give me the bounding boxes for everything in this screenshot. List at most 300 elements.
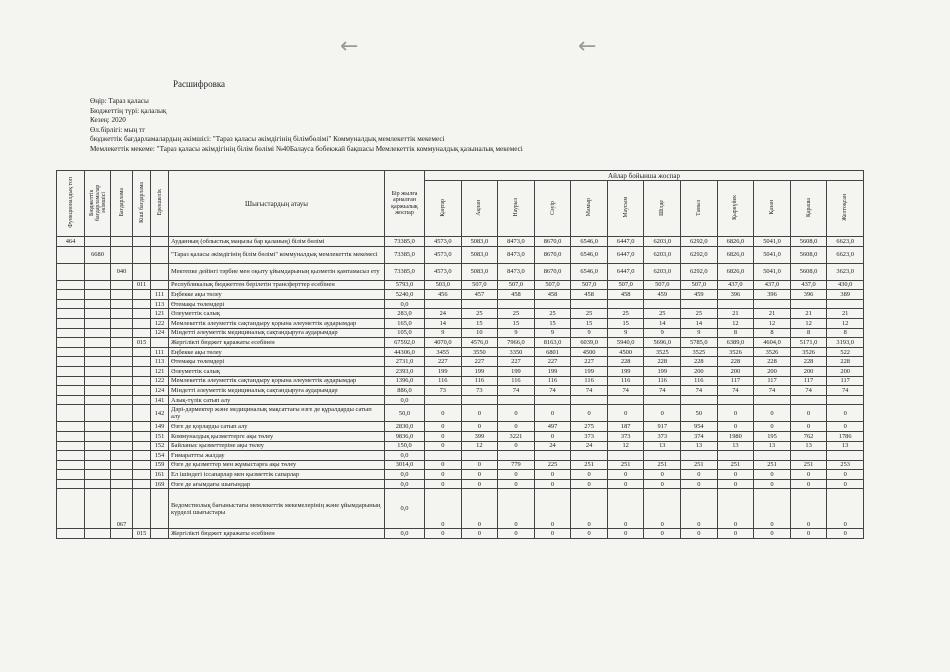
month-value-cell: 9 (571, 328, 608, 338)
code-cell (57, 386, 85, 396)
month-value-cell: 251 (571, 460, 608, 470)
code-cell (133, 246, 151, 263)
code-cell (85, 405, 111, 422)
annual-plan-cell: 2731,0 (385, 357, 425, 367)
month-value-cell (754, 395, 791, 405)
month-value-cell: 25 (498, 309, 535, 319)
table-row (57, 318, 864, 328)
month-value-cell: 24 (571, 441, 608, 451)
header-annual-plan: Бір жылға арналған қаржылық жоспар (385, 171, 425, 237)
month-value-cell: 15 (571, 318, 608, 328)
month-value-cell: 0 (534, 529, 571, 539)
month-value-cell: 10 (461, 328, 498, 338)
code-cell (111, 357, 133, 367)
code-cell (133, 318, 151, 328)
month-value-cell: 12 (790, 318, 827, 328)
month-value-cell: 0 (681, 479, 718, 489)
header-functional-group: Функционалдық топ (57, 171, 85, 237)
month-value-cell: 200 (754, 366, 791, 376)
code-cell (111, 376, 133, 386)
month-value-cell: 74 (607, 386, 644, 396)
month-value-cell: 3526 (754, 347, 791, 357)
month-value-cell: 6039,0 (571, 338, 608, 348)
month-value-cell (607, 299, 644, 309)
month-value-cell: 456 (425, 290, 462, 300)
annual-plan-cell: 5793,0 (385, 280, 425, 290)
code-cell (151, 280, 169, 290)
month-value-cell: 199 (425, 366, 462, 376)
month-value-cell: 0 (681, 489, 718, 529)
month-value-cell: 6546,0 (571, 263, 608, 280)
month-value-cell: 8670,0 (534, 263, 571, 280)
code-cell (57, 290, 85, 300)
month-value-cell: 1980 (717, 431, 754, 441)
code-cell (85, 441, 111, 451)
month-value-cell: 25 (534, 309, 571, 319)
month-value-cell: 0 (425, 460, 462, 470)
month-value-cell: 0 (534, 470, 571, 480)
month-value-cell: 0 (461, 479, 498, 489)
month-value-cell: 0 (681, 470, 718, 480)
month-value-cell: 13 (827, 441, 864, 451)
month-value-cell: 227 (461, 357, 498, 367)
code-cell (85, 470, 111, 480)
code-cell (85, 338, 111, 348)
month-value-cell: 6623,0 (827, 246, 864, 263)
month-value-cell: 0 (681, 529, 718, 539)
month-value-cell: 14 (644, 318, 681, 328)
code-cell (85, 366, 111, 376)
month-value-cell (607, 395, 644, 405)
header-month: Тамыз (681, 181, 718, 237)
month-value-cell: 762 (790, 431, 827, 441)
code-cell (85, 309, 111, 319)
header-month: Шілде (644, 181, 681, 237)
month-value-cell: 12 (827, 318, 864, 328)
table-row (57, 431, 864, 441)
month-value-cell (498, 395, 535, 405)
code-cell (133, 422, 151, 432)
month-value-cell: 116 (461, 376, 498, 386)
month-value-cell: 0 (644, 489, 681, 529)
code-cell: 040 (111, 263, 133, 280)
header-month: Наурыз (498, 181, 535, 237)
meta-budget-type: Бюджеттің түрі: қалалық (90, 106, 167, 115)
month-value-cell: 13 (644, 441, 681, 451)
month-value-cell: 251 (644, 460, 681, 470)
month-value-cell (534, 299, 571, 309)
month-value-cell (498, 299, 535, 309)
month-value-cell: 0 (461, 405, 498, 422)
code-cell (57, 479, 85, 489)
month-value-cell: 0 (754, 405, 791, 422)
month-value-cell: 396 (790, 290, 827, 300)
code-cell (85, 347, 111, 357)
month-value-cell: 0 (717, 422, 754, 432)
month-value-cell: 0 (644, 470, 681, 480)
month-value-cell: 3221 (498, 431, 535, 441)
expense-name-cell: Еңбекке ақы төлеу (169, 290, 385, 300)
month-value-cell (425, 395, 462, 405)
month-value-cell: 3550 (461, 347, 498, 357)
month-value-cell: 373 (644, 431, 681, 441)
code-cell (57, 328, 85, 338)
header-program: Бағдарлама (111, 171, 133, 237)
month-value-cell: 5083,0 (461, 237, 498, 247)
code-cell (85, 290, 111, 300)
header-month: Қаңтар (425, 181, 462, 237)
month-value-cell: 74 (644, 386, 681, 396)
month-value-cell: 8163,0 (534, 338, 571, 348)
month-value-cell: 0 (790, 489, 827, 529)
annual-plan-cell: 50,0 (385, 405, 425, 422)
expense-name-cell: Өзге де ағымдағы шығындар (169, 479, 385, 489)
month-value-cell: 0 (644, 529, 681, 539)
expense-name-cell: Әлеуметтік салық (169, 309, 385, 319)
annual-plan-cell: 44306,0 (385, 347, 425, 357)
month-value-cell: 507,0 (681, 280, 718, 290)
header-month: Желтоқсан (827, 181, 864, 237)
annual-plan-cell: 0,0 (385, 529, 425, 539)
month-value-cell: 522 (827, 347, 864, 357)
month-value-cell: 227 (498, 357, 535, 367)
header-month: Қараша (790, 181, 827, 237)
month-value-cell: 0 (425, 479, 462, 489)
month-value-cell: 4573,0 (425, 263, 462, 280)
table-row (57, 470, 864, 480)
month-value-cell: 4573,0 (425, 237, 462, 247)
month-value-cell: 0 (790, 422, 827, 432)
header-month: Ақпан (461, 181, 498, 237)
table-row (57, 263, 864, 280)
month-value-cell: 199 (461, 366, 498, 376)
month-value-cell: 0 (461, 470, 498, 480)
month-value-cell: 507,0 (534, 280, 571, 290)
month-value-cell: 0 (571, 405, 608, 422)
month-value-cell: 6623,0 (827, 237, 864, 247)
month-value-cell: 0 (790, 470, 827, 480)
month-value-cell: 0 (498, 405, 535, 422)
month-value-cell: 74 (754, 386, 791, 396)
code-cell (57, 338, 85, 348)
code-cell (57, 405, 85, 422)
table-row (57, 309, 864, 319)
code-cell (111, 309, 133, 319)
month-value-cell: 5785,0 (681, 338, 718, 348)
month-value-cell: 5608,0 (790, 263, 827, 280)
code-cell (57, 347, 85, 357)
code-cell (57, 263, 85, 280)
code-cell (85, 460, 111, 470)
code-cell (57, 246, 85, 263)
month-value-cell: 8670,0 (534, 237, 571, 247)
month-value-cell: 227 (571, 357, 608, 367)
month-value-cell (425, 451, 462, 461)
code-cell: 111 (151, 347, 169, 357)
month-value-cell: 0 (754, 479, 791, 489)
code-cell: 464 (57, 237, 85, 247)
code-cell (151, 338, 169, 348)
month-value-cell (754, 299, 791, 309)
code-cell (133, 290, 151, 300)
code-cell: 124 (151, 328, 169, 338)
month-value-cell: 4576,0 (461, 338, 498, 348)
month-value-cell: 200 (790, 366, 827, 376)
code-cell (133, 431, 151, 441)
month-value-cell: 8670,0 (534, 246, 571, 263)
month-value-cell: 437,0 (790, 280, 827, 290)
month-value-cell: 15 (461, 318, 498, 328)
month-value-cell: 253 (827, 460, 864, 470)
code-cell (57, 529, 85, 539)
annual-plan-cell: 886,0 (385, 386, 425, 396)
month-value-cell: 0 (461, 460, 498, 470)
month-value-cell (607, 451, 644, 461)
month-value-cell: 15 (607, 318, 644, 328)
code-cell (111, 290, 133, 300)
month-value-cell: 228 (790, 357, 827, 367)
month-value-cell: 4573,0 (425, 246, 462, 263)
month-value-cell: 0 (461, 422, 498, 432)
code-cell (85, 376, 111, 386)
month-value-cell: 5696,0 (644, 338, 681, 348)
month-value-cell: 458 (498, 290, 535, 300)
code-cell: 121 (151, 366, 169, 376)
code-cell: 124 (151, 386, 169, 396)
month-value-cell (534, 395, 571, 405)
month-value-cell: 228 (644, 357, 681, 367)
scan-artifact-mark: ← (578, 34, 597, 59)
month-value-cell: 6826,0 (717, 263, 754, 280)
meta-institution: Мемлекеттік мекеме: "Тараз қаласы әкімдігінің білім бөлімі №40Балауса бобекжай бақшасы Мемлекеттік коммуналдық қазыналық мекемесі (90, 144, 523, 153)
month-value-cell: 0 (498, 441, 535, 451)
month-value-cell: 8 (827, 328, 864, 338)
month-value-cell: 5083,0 (461, 246, 498, 263)
month-value-cell: 458 (571, 290, 608, 300)
month-value-cell: 6203,0 (644, 237, 681, 247)
annual-plan-cell: 283,0 (385, 309, 425, 319)
code-cell (85, 422, 111, 432)
code-cell: 151 (151, 431, 169, 441)
header-expense-name: Шығыстардың атауы (169, 171, 385, 237)
expense-name-cell: Байланыс қызметтеріне ақы төлеу (169, 441, 385, 451)
expense-name-cell: Өзге де қорларды сатып алу (169, 422, 385, 432)
month-value-cell (644, 395, 681, 405)
month-value-cell: 74 (498, 386, 535, 396)
month-value-cell: 0 (425, 441, 462, 451)
month-value-cell: 5608,0 (790, 237, 827, 247)
code-cell (111, 405, 133, 422)
code-cell (57, 376, 85, 386)
code-cell (133, 299, 151, 309)
month-value-cell: 25 (607, 309, 644, 319)
code-cell (57, 451, 85, 461)
code-cell (111, 441, 133, 451)
expense-name-cell: Өтемақы төлемдері (169, 357, 385, 367)
month-value-cell: 199 (534, 366, 571, 376)
code-cell (85, 263, 111, 280)
month-value-cell: 6826,0 (717, 246, 754, 263)
code-cell (57, 489, 85, 529)
month-value-cell: 116 (571, 376, 608, 386)
table-body (57, 237, 864, 539)
month-value-cell (717, 299, 754, 309)
month-value-cell: 0 (754, 470, 791, 480)
month-value-cell: 0 (827, 479, 864, 489)
month-value-cell: 116 (644, 376, 681, 386)
month-value-cell: 275 (571, 422, 608, 432)
month-value-cell (681, 299, 718, 309)
code-cell (85, 237, 111, 247)
month-value-cell: 74 (571, 386, 608, 396)
month-value-cell: 5083,0 (461, 263, 498, 280)
month-value-cell: 9 (607, 328, 644, 338)
month-value-cell: 459 (681, 290, 718, 300)
code-cell (111, 529, 133, 539)
month-value-cell: 199 (498, 366, 535, 376)
month-value-cell: 6826,0 (717, 237, 754, 247)
month-value-cell: 779 (498, 460, 535, 470)
code-cell (111, 237, 133, 247)
month-value-cell: 6447,0 (607, 237, 644, 247)
meta-unit: Өл.бірлігі: мың тг (90, 125, 146, 134)
month-value-cell: 25 (644, 309, 681, 319)
month-value-cell: 3525 (644, 347, 681, 357)
month-value-cell: 0 (498, 489, 535, 529)
code-cell (57, 318, 85, 328)
table-row (57, 441, 864, 451)
table-row (57, 489, 864, 529)
month-value-cell: 0 (571, 529, 608, 539)
code-cell (151, 489, 169, 529)
meta-period: Кезең: 2020 (90, 116, 126, 125)
month-value-cell: 0 (498, 529, 535, 539)
code-cell: 067 (111, 489, 133, 529)
code-cell (133, 470, 151, 480)
expense-name-cell: Дәрі-дәрмектер және медициналық мақсаттағы өзге де құралдарды сатып алу (169, 405, 385, 422)
month-value-cell: 0 (571, 479, 608, 489)
month-value-cell: 228 (681, 357, 718, 367)
code-cell (85, 318, 111, 328)
month-value-cell: 73 (425, 386, 462, 396)
month-value-cell: 0 (571, 470, 608, 480)
month-value-cell (754, 451, 791, 461)
code-cell (57, 460, 85, 470)
month-value-cell: 14 (681, 318, 718, 328)
month-value-cell (571, 299, 608, 309)
month-value-cell: 1786 (827, 431, 864, 441)
month-value-cell: 4500 (571, 347, 608, 357)
month-value-cell: 954 (681, 422, 718, 432)
table-row (57, 366, 864, 376)
code-cell (133, 328, 151, 338)
code-cell (85, 451, 111, 461)
month-value-cell: 430,0 (827, 280, 864, 290)
month-value-cell: 5171,0 (790, 338, 827, 348)
annual-plan-cell: 73385,0 (385, 263, 425, 280)
month-value-cell: 21 (827, 309, 864, 319)
month-value-cell: 0 (425, 405, 462, 422)
month-value-cell: 5608,0 (790, 246, 827, 263)
month-value-cell: 0 (461, 529, 498, 539)
code-cell (57, 280, 85, 290)
month-value-cell: 251 (717, 460, 754, 470)
code-cell (85, 328, 111, 338)
month-value-cell: 5041,0 (754, 263, 791, 280)
code-cell (85, 280, 111, 290)
month-value-cell: 0 (607, 489, 644, 529)
month-value-cell: 458 (607, 290, 644, 300)
code-cell (85, 489, 111, 529)
month-value-cell (790, 395, 827, 405)
month-value-cell (681, 451, 718, 461)
month-value-cell: 251 (607, 460, 644, 470)
table-row (57, 328, 864, 338)
month-value-cell: 5041,0 (754, 246, 791, 263)
month-value-cell: 6203,0 (644, 246, 681, 263)
month-value-cell: 507,0 (644, 280, 681, 290)
month-value-cell: 73 (461, 386, 498, 396)
annual-plan-cell: 150,0 (385, 441, 425, 451)
meta-administrator: бюджеттік бағдарламалардың әкімшісі: "Тараз қаласы әкімдігінің білімбөлімі" Коммуналдық мемлекеттік мекемесі (90, 135, 445, 144)
code-cell: 142 (151, 405, 169, 422)
month-value-cell: 21 (717, 309, 754, 319)
month-value-cell: 399 (461, 431, 498, 441)
month-value-cell: 117 (790, 376, 827, 386)
month-value-cell: 12 (754, 318, 791, 328)
month-value-cell (790, 451, 827, 461)
month-value-cell: 0 (498, 479, 535, 489)
month-value-cell: 74 (790, 386, 827, 396)
month-value-cell: 6546,0 (571, 237, 608, 247)
header-month: Маусым (607, 181, 644, 237)
month-value-cell: 13 (717, 441, 754, 451)
table-row (57, 460, 864, 470)
month-value-cell: 21 (790, 309, 827, 319)
month-value-cell: 0 (827, 405, 864, 422)
code-cell: 122 (151, 376, 169, 386)
month-value-cell: 0 (717, 470, 754, 480)
header-subprogram: Кіші бағдарлама (133, 171, 151, 237)
header-month: Сәуір (534, 181, 571, 237)
header-administrator: Бюджеттік бағдарламалар әкімшісі (85, 171, 111, 237)
month-value-cell: 0 (717, 489, 754, 529)
month-value-cell: 437,0 (717, 280, 754, 290)
month-value-cell: 74 (534, 386, 571, 396)
code-cell (111, 386, 133, 396)
code-cell: 169 (151, 479, 169, 489)
month-value-cell: 0 (607, 470, 644, 480)
expense-name-cell: "Тараз қаласы әкімдігінің білім бөлімі" коммуналдық мемлекеттік мекемесі (169, 246, 385, 263)
month-value-cell: 74 (827, 386, 864, 396)
month-value-cell: 200 (681, 366, 718, 376)
code-cell (57, 431, 85, 441)
month-value-cell: 374 (681, 431, 718, 441)
month-value-cell: 13 (681, 441, 718, 451)
month-value-cell: 228 (717, 357, 754, 367)
month-value-cell: 13 (790, 441, 827, 451)
code-cell (133, 405, 151, 422)
month-value-cell: 0 (754, 489, 791, 529)
month-value-cell: 0 (461, 489, 498, 529)
expense-name-cell: Мемлекеттік әлеуметтік сақтандыру қорына әлеуметтік аударымдар (169, 318, 385, 328)
code-cell (111, 328, 133, 338)
month-value-cell (681, 395, 718, 405)
code-cell (133, 489, 151, 529)
annual-plan-cell: 5240,0 (385, 290, 425, 300)
month-value-cell: 3623,0 (827, 263, 864, 280)
code-cell (133, 395, 151, 405)
